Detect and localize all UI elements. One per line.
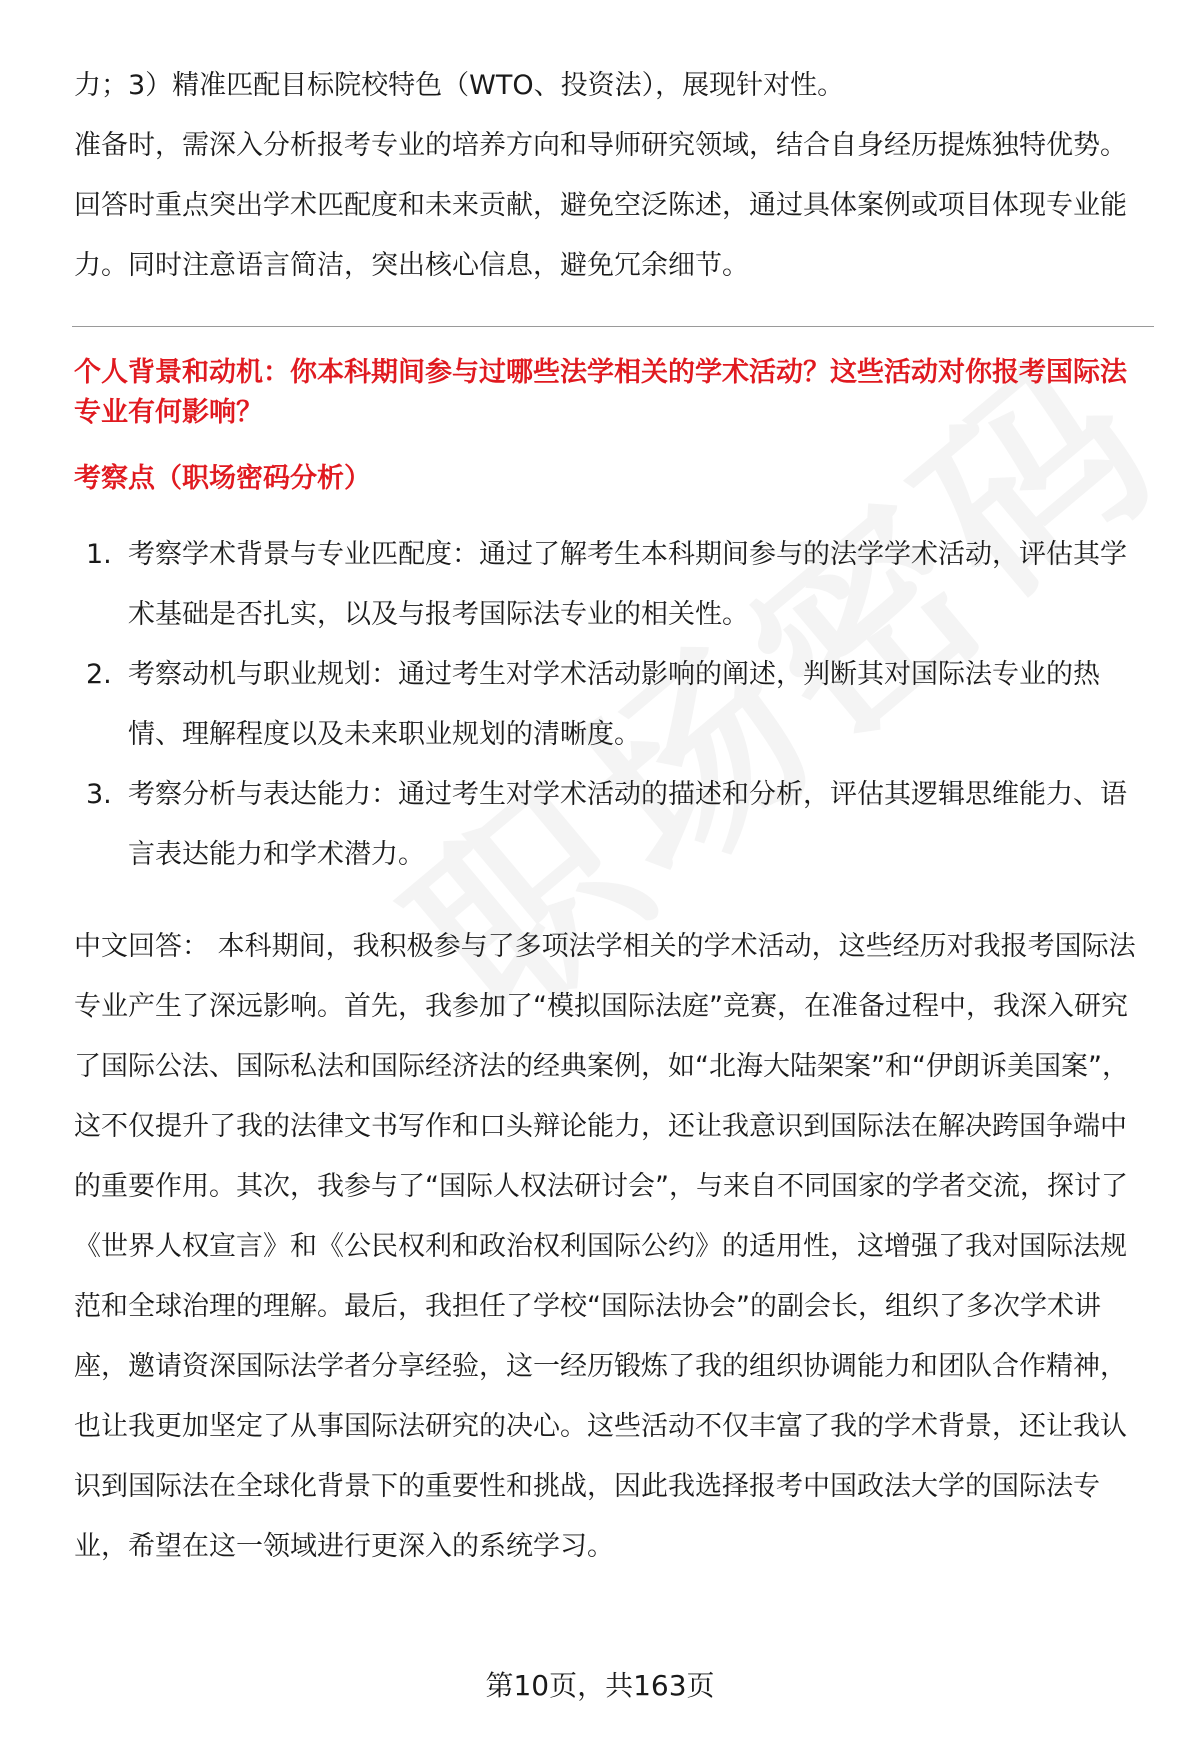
intro-paragraph: 准备时，需深入分析报考专业的培养方向和导师研究领域，结合自身经历提炼独特优势。回答时重点突出学术匹配度和未来贡献，避免空泛陈述，通过具体案例或项目体现专业能力。同时注意语言简洁，突出核心信息，避免冗余细节。 [74, 130, 1127, 281]
list-item-number: 2. [86, 659, 112, 690]
list-item-text: 考察动机与职业规划：通过考生对学术活动影响的阐述，判断其对国际法专业的热情、理解程度以及未来职业规划的清晰度。 [128, 659, 1100, 750]
assessment-points-list [74, 525, 1144, 885]
page-number: 第10页，共163页 [485, 1669, 715, 1702]
intro-continuation: 力；3）精准匹配目标院校特色（WTO、投资法），展现针对性。 [74, 70, 845, 101]
document-body [74, 56, 1144, 1577]
list-item-text: 考察分析与表达能力：通过考生对学术活动的描述和分析，评估其逻辑思维能力、语言表达能力和学术潜力。 [128, 779, 1127, 870]
list-item [74, 765, 1144, 885]
assessment-subheading: 考察点（职场密码分析） [74, 463, 371, 494]
section-divider [72, 326, 1154, 327]
answer-paragraph: 中文回答： 本科期间，我积极参与了多项法学相关的学术活动，这些经历对我报考国际法专业产生了深远影响。首先，我参加了“模拟国际法庭”竞赛，在准备过程中，我深入研究了国际公法、国际私法和国际经济法的经典案例，如“北海大陆架案”和“伊朗诉美国案”，这不仅提升了我的法律文书写作和口头辩论能力，还让我意识到国际法在解决跨国争端中的重要作用。其次，我参与了“国际人权法研讨会”，与来自不同国家的学者交流，探讨了《世界人权宣言》和《公民权利和政治权利国际公约》的适用性，这增强了我对国际法规范和全球治理的理解。最后，我担任了学校“国际法协会”的副会长，组织了多次学术讲座，邀请资深国际法学者分享经验，这一经历锻炼了我的组织协调能力和团队合作精神，也让我更加坚定了从事国际法研究的决心。这些活动不仅丰富了我的学术背景，还让我认识到国际法在全球化背景下的重要性和挑战，因此我选择报考中国政法大学的国际法专业，希望在这一领域进行更深入的系统学习。 [74, 931, 1136, 1562]
question-heading: 个人背景和动机：你本科期间参与过哪些法学相关的学术活动？这些活动对你报考国际法专业有何影响？ [74, 357, 1127, 428]
list-item [74, 525, 1144, 645]
list-item-number: 3. [86, 779, 112, 810]
list-item-text: 考察学术背景与专业匹配度：通过了解考生本科期间参与的法学学术活动，评估其学术基础是否扎实，以及与报考国际法专业的相关性。 [128, 539, 1127, 630]
list-item-number: 1. [86, 539, 112, 570]
list-item [74, 645, 1144, 765]
